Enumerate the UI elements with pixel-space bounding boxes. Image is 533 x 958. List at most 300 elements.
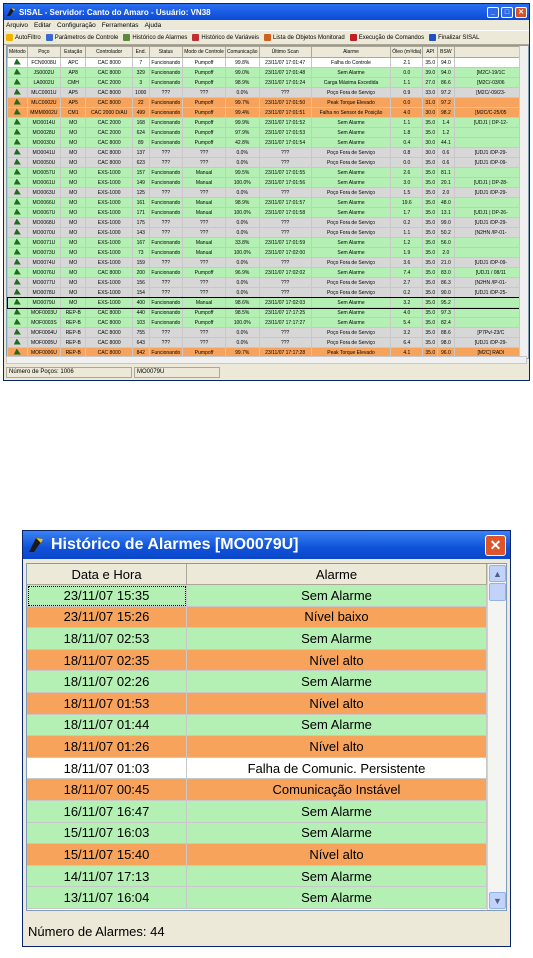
history-date: 23/11/07 15:35 [27, 585, 187, 607]
pump-icon [8, 198, 28, 208]
table-cell: 175 [132, 218, 149, 228]
menu-configuracao[interactable]: Configuração [57, 21, 96, 29]
minimize-button[interactable]: _ [487, 7, 499, 18]
table-cell: 3 [132, 78, 149, 88]
table-cell: 98.6% [225, 298, 259, 308]
table-cell: REP-B [61, 328, 86, 338]
table-cell: Poço Fora de Serviço [311, 188, 390, 198]
table-cell: 624 [132, 128, 149, 138]
table-cell: MO0071U [27, 238, 60, 248]
column-header[interactable]: Óleo (m³/dia) [391, 47, 423, 58]
table-cell: [UDJ1 / 08/11 [454, 268, 527, 278]
table-cell: 98.5% [225, 308, 259, 318]
history-date: 18/11/07 02:35 [27, 650, 187, 672]
scroll-up-icon[interactable]: ▲ [489, 565, 506, 582]
table-cell: 1.7 [391, 208, 423, 218]
table-cell: Peak Torque Elevado [311, 348, 390, 358]
pump-icon [8, 188, 28, 198]
table-cell: Sem Alarme [311, 198, 390, 208]
table-cell: 1.1 [391, 78, 423, 88]
table-cell: 35.0 [423, 248, 438, 258]
table-row[interactable] [8, 328, 528, 338]
pumpjack-icon [14, 59, 21, 65]
table-cell: MOF0003S [27, 318, 60, 328]
history-alarm: Sem Alarme [187, 628, 487, 650]
table-cell: 97.3 [438, 308, 455, 318]
table-row[interactable] [8, 118, 528, 128]
table-cell: 100.0% [225, 208, 259, 218]
table-cell: MLC0001U [27, 88, 60, 98]
table-cell: Funcionando [149, 178, 183, 188]
table-cell: 97.2 [438, 88, 455, 98]
maximize-button[interactable]: □ [501, 7, 513, 18]
table-cell [454, 168, 527, 178]
table-row[interactable] [8, 238, 528, 248]
table-cell: MO0074U [27, 258, 60, 268]
table-cell: 3.6 [391, 258, 423, 268]
history-row[interactable] [27, 671, 506, 693]
table-cell: Funcionando [149, 168, 183, 178]
table-cell: EXS-1000 [86, 178, 133, 188]
col-alarm-header[interactable]: Alarme [187, 564, 487, 585]
table-row[interactable] [8, 88, 528, 98]
column-header[interactable]: Controlador [86, 47, 133, 58]
history-row[interactable] [27, 607, 506, 629]
pumpjack-icon [14, 149, 21, 155]
table-cell: Poço Fora de Serviço [311, 288, 390, 298]
table-cell: EXS-1000 [86, 218, 133, 228]
table-cell: Pumpoff [183, 268, 226, 278]
table-cell: 0.8 [391, 148, 423, 158]
history-row[interactable] [27, 628, 506, 650]
history-vscroll[interactable] [487, 564, 506, 910]
execute-commands-button[interactable]: Execução de Comandos [350, 34, 424, 41]
history-date: 23/11/07 15:26 [27, 607, 187, 629]
table-cell: Pumpoff [183, 308, 226, 318]
table-cell: 89 [132, 138, 149, 148]
table-cell: 23/11/07 17:01:47 [259, 58, 311, 68]
history-row[interactable] [27, 866, 506, 888]
table-cell: 0.9 [391, 88, 423, 98]
table-cell: 1.1 [391, 118, 423, 128]
table-row[interactable] [8, 308, 528, 318]
table-cell: ??? [183, 278, 226, 288]
wells-grid[interactable] [6, 45, 529, 359]
table-cell: ??? [259, 158, 311, 168]
table-cell: Manual [183, 198, 226, 208]
table-cell: CAC 2000 [86, 78, 133, 88]
table-cell: 156 [132, 278, 149, 288]
history-row[interactable] [27, 887, 506, 909]
table-cell: Funcionando [149, 118, 183, 128]
table-cell: Manual [183, 298, 226, 308]
table-cell: Pumpoff [183, 318, 226, 328]
table-cell: ??? [259, 88, 311, 98]
table-cell: [N2HN /IP-01- [454, 278, 527, 288]
table-cell: JS0002U [27, 68, 60, 78]
table-cell: 23/11/07 17:02:02 [259, 268, 311, 278]
table-cell: 35.0 [423, 158, 438, 168]
table-row[interactable] [8, 318, 528, 328]
table-cell: EXS-1000 [86, 288, 133, 298]
pump-icon [8, 268, 28, 278]
table-cell: 30.0 [423, 138, 438, 148]
table-cell: Poço Fora de Serviço [311, 218, 390, 228]
monitored-objects-button[interactable]: Lista de Objetos Monitorad [264, 34, 345, 41]
table-cell: CAC 8000 [86, 308, 133, 318]
table-row[interactable] [8, 218, 528, 228]
table-cell: Funcionando [149, 198, 183, 208]
table-cell: Funcionando [149, 98, 183, 108]
table-row[interactable] [8, 298, 528, 308]
table-cell: REP-B [61, 338, 86, 348]
table-cell: 23/11/07 17:01:55 [259, 168, 311, 178]
pumpjack-icon [14, 269, 21, 275]
table-row[interactable] [8, 58, 528, 68]
scroll-thumb[interactable] [489, 583, 506, 601]
table-cell: MO [61, 298, 86, 308]
table-cell: 200 [132, 268, 149, 278]
variable-history-button[interactable]: Histórico de Variáveis [192, 34, 259, 41]
table-cell: 98.2 [438, 108, 455, 118]
table-row[interactable] [8, 98, 528, 108]
history-date: 15/11/07 16:03 [27, 823, 187, 845]
column-header[interactable]: Poço [27, 47, 60, 58]
menu-bar [4, 20, 529, 30]
table-cell: 82.4 [438, 318, 455, 328]
table-row[interactable] [8, 188, 528, 198]
history-row[interactable] [27, 650, 506, 672]
wells-vscroll[interactable] [519, 46, 528, 358]
pump-icon [8, 58, 28, 68]
table-cell: EXS-1000 [86, 278, 133, 288]
table-cell: CM1 [61, 108, 86, 118]
table-cell: ??? [259, 188, 311, 198]
table-cell: ??? [183, 88, 226, 98]
table-cell: ??? [183, 148, 226, 158]
wells-table [7, 46, 528, 358]
table-row[interactable] [8, 338, 528, 348]
table-cell: Sem Alarme [311, 208, 390, 218]
column-header[interactable]: Último Scan [259, 47, 311, 58]
pumpjack-icon [14, 169, 21, 175]
main-titlebar[interactable] [4, 4, 529, 20]
column-header[interactable]: End. [132, 47, 149, 58]
table-cell: MO0028U [27, 128, 60, 138]
table-row[interactable] [8, 208, 528, 218]
table-cell: ??? [149, 328, 183, 338]
alarm-history-grid[interactable] [26, 563, 507, 911]
table-cell: [M2C] RADI [454, 348, 527, 358]
table-cell: 329 [132, 68, 149, 78]
table-cell: CAC 8000 [86, 58, 133, 68]
table-cell: MO0057U [27, 168, 60, 178]
table-cell: MO [61, 158, 86, 168]
table-cell: 4.0 [391, 108, 423, 118]
table-cell: Funcionando [149, 208, 183, 218]
column-header[interactable]: BSW [438, 47, 455, 58]
table-cell: 22 [132, 98, 149, 108]
toolbar [4, 30, 529, 45]
table-cell: MO0078U [27, 288, 60, 298]
table-cell: 35.0 [423, 168, 438, 178]
table-cell: ??? [149, 188, 183, 198]
table-cell: 4.0 [391, 308, 423, 318]
history-row[interactable] [27, 693, 506, 715]
history-header-row [27, 564, 506, 585]
table-cell: 35.0 [423, 178, 438, 188]
table-cell: Manual [183, 208, 226, 218]
menu-arquivo[interactable]: Arquivo [6, 21, 29, 29]
pump-icon [8, 218, 28, 228]
history-row[interactable] [27, 715, 506, 737]
table-cell: 35.0 [423, 218, 438, 228]
table-cell: 755 [132, 328, 149, 338]
autofilter-button[interactable]: AutoFiltro [6, 34, 41, 41]
table-cell: MO0077U [27, 278, 60, 288]
table-cell: ??? [183, 338, 226, 348]
table-row[interactable] [8, 148, 528, 158]
command-icon [350, 34, 357, 41]
wells-hscroll[interactable] [6, 356, 527, 364]
table-cell: CAC 8000 [86, 348, 133, 358]
table-row[interactable] [8, 138, 528, 148]
table-cell: CAC 8000 [86, 148, 133, 158]
pump-icon [8, 298, 28, 308]
pumpjack-icon [14, 139, 21, 145]
column-header[interactable] [454, 47, 527, 58]
table-cell: Pumpoff [183, 348, 226, 358]
table-cell: 19.6 [391, 198, 423, 208]
history-alarm: Sem Alarme [187, 671, 487, 693]
pump-icon [8, 88, 28, 98]
table-cell: ??? [149, 258, 183, 268]
pumpjack-icon [14, 99, 21, 105]
history-alarm: Nível baixo [187, 607, 487, 629]
table-cell: Sem Alarme [311, 298, 390, 308]
table-cell: [UDJ1 | DP-28- [454, 178, 527, 188]
history-row[interactable] [27, 801, 506, 823]
history-date: 18/11/07 02:26 [27, 671, 187, 693]
table-cell: EXS-1000 [86, 208, 133, 218]
table-cell: 1.2 [438, 128, 455, 138]
history-row[interactable] [27, 844, 506, 866]
table-cell: 23/11/07 17:17:28 [259, 348, 311, 358]
table-cell [454, 318, 527, 328]
table-cell: 0.2 [391, 288, 423, 298]
table-cell: ??? [149, 218, 183, 228]
table-cell: Falha no Sensor de Posição [311, 108, 390, 118]
table-cell: 86.6 [438, 78, 455, 88]
table-row[interactable] [8, 278, 528, 288]
table-cell [454, 308, 527, 318]
table-cell: ??? [259, 278, 311, 288]
pump-icon [8, 78, 28, 88]
menu-ajuda[interactable]: Ajuda [144, 21, 162, 29]
table-cell: MMM0002U [27, 108, 60, 118]
table-cell: MO [61, 198, 86, 208]
table-row[interactable] [8, 68, 528, 78]
table-row[interactable] [8, 248, 528, 258]
table-cell: ??? [259, 288, 311, 298]
main-statusbar [6, 367, 527, 378]
pumpjack-icon [14, 209, 21, 215]
history-row[interactable] [27, 758, 506, 780]
pumpjack-icon [14, 219, 21, 225]
table-cell: 100.0% [225, 178, 259, 188]
table-row[interactable] [8, 78, 528, 88]
history-row[interactable] [27, 779, 506, 801]
history-date: 18/11/07 01:03 [27, 758, 187, 780]
table-cell: 35.0 [423, 258, 438, 268]
table-cell: MO [61, 138, 86, 148]
table-cell: 0.6 [438, 148, 455, 158]
table-cell: [UDJ1 /DP-29- [454, 188, 527, 198]
table-cell: 499 [132, 108, 149, 118]
table-row[interactable] [8, 168, 528, 178]
table-row[interactable] [8, 288, 528, 298]
table-cell: 23/11/07 17:01:58 [259, 208, 311, 218]
table-cell: LA0002U [27, 78, 60, 88]
history-close-button[interactable]: ✕ [485, 535, 506, 556]
control-params-button[interactable]: Parâmetros de Controle [46, 34, 119, 41]
table-cell: Funcionando [149, 248, 183, 258]
table-cell: REP-B [61, 348, 86, 358]
close-button[interactable]: ✕ [515, 7, 527, 18]
column-header[interactable]: Método [8, 47, 28, 58]
history-alarm: Nível alto [187, 650, 487, 672]
table-cell: MO [61, 228, 86, 238]
scroll-down-icon[interactable]: ▼ [489, 892, 506, 909]
table-cell: 0.6 [438, 158, 455, 168]
table-cell: 0.0% [225, 338, 259, 348]
table-cell: Pumpoff [183, 138, 226, 148]
history-alarm: Sem Alarme [187, 801, 487, 823]
table-cell: 400 [132, 298, 149, 308]
table-cell: EXS-1000 [86, 198, 133, 208]
table-cell: CAC 8000 [86, 138, 133, 148]
table-cell: 168 [132, 118, 149, 128]
table-cell: MLC0002U [27, 98, 60, 108]
table-row[interactable] [8, 258, 528, 268]
pumpjack-icon [14, 79, 21, 85]
column-header[interactable]: Modo de Controle [183, 47, 226, 58]
history-title: Histórico de Alarmes [MO0079U] [51, 536, 299, 553]
table-row[interactable] [8, 228, 528, 238]
history-date: 18/11/07 01:53 [27, 693, 187, 715]
pumpjack-icon [14, 249, 21, 255]
table-cell: EXS-1000 [86, 238, 133, 248]
table-cell: 90.0 [438, 288, 455, 298]
table-cell: 35.0 [423, 128, 438, 138]
table-cell: 23/11/07 17:01:54 [259, 138, 311, 148]
table-cell: ??? [259, 218, 311, 228]
history-alarm: Nível alto [187, 844, 487, 866]
table-cell: MO [61, 188, 86, 198]
column-header[interactable]: Estação [61, 47, 86, 58]
pumpjack-icon [14, 309, 21, 315]
table-cell: MO [61, 208, 86, 218]
table-row[interactable] [8, 198, 528, 208]
table-cell: FCN0008U [27, 58, 60, 68]
table-cell: 48.0 [438, 198, 455, 208]
history-alarm: Sem Alarme [187, 585, 487, 607]
pumpjack-icon [14, 159, 21, 165]
column-header[interactable]: Status [149, 47, 183, 58]
menu-editar[interactable]: Editar [34, 21, 52, 29]
table-cell: Pumpoff [183, 108, 226, 118]
table-cell: 0.0% [225, 328, 259, 338]
table-cell: Sem Alarme [311, 308, 390, 318]
history-date: 18/11/07 02:53 [27, 628, 187, 650]
history-row[interactable] [27, 736, 506, 758]
alarm-count: Número de Alarmes: 44 [28, 923, 165, 939]
pump-icon [8, 158, 28, 168]
table-cell: CAC 8000 [86, 318, 133, 328]
table-cell: EXS-1000 [86, 188, 133, 198]
history-row[interactable] [27, 823, 506, 845]
history-alarm: Nível alto [187, 736, 487, 758]
table-cell: 35.0 [423, 208, 438, 218]
filter-icon [6, 34, 13, 41]
table-row[interactable] [8, 128, 528, 138]
col-date-header[interactable]: Data e Hora [27, 564, 187, 585]
table-cell: Manual [183, 238, 226, 248]
table-cell [454, 98, 527, 108]
column-header[interactable]: API [423, 47, 438, 58]
table-cell: 39.0 [423, 68, 438, 78]
table-cell: MO0063U [27, 188, 60, 198]
table-cell: MO [61, 258, 86, 268]
table-cell: Sem Alarme [311, 178, 390, 188]
history-date: 18/11/07 00:45 [27, 779, 187, 801]
table-cell: MO [61, 148, 86, 158]
column-header[interactable]: Comunicação [225, 47, 259, 58]
column-header[interactable]: Alarme [311, 47, 390, 58]
table-cell: MOF0006U [27, 348, 60, 358]
alarm-history-button[interactable]: Histórico de Alarmes [123, 34, 187, 41]
table-cell: 23/11/07 17:01:57 [259, 198, 311, 208]
menu-ferramentas[interactable]: Ferramentas [101, 21, 139, 29]
table-row[interactable] [8, 268, 528, 278]
table-cell: 30.0 [423, 148, 438, 158]
table-cell: 23/11/07 17:17:25 [259, 308, 311, 318]
pump-icon [8, 338, 28, 348]
table-row[interactable] [8, 158, 528, 168]
table-cell: 98.0 [438, 338, 455, 348]
table-cell: CMH [61, 78, 86, 88]
table-cell: EXS-1000 [86, 298, 133, 308]
table-row[interactable] [8, 178, 528, 188]
finish-sisal-button[interactable]: Finalizar SISAL [429, 34, 479, 41]
table-cell: MOF0003U [27, 308, 60, 318]
table-cell: [UDJ1 /DP-29- [454, 148, 527, 158]
table-cell: 83.0 [438, 268, 455, 278]
table-cell: 1.5 [391, 188, 423, 198]
main-window [3, 3, 530, 381]
table-cell: 2.0 [438, 188, 455, 198]
table-cell: Funcionando [149, 108, 183, 118]
table-cell: 98.9% [225, 78, 259, 88]
history-titlebar[interactable] [23, 531, 510, 559]
table-row[interactable] [8, 108, 528, 118]
table-cell: 0.0% [225, 258, 259, 268]
table-cell: 94.0 [438, 68, 455, 78]
table-cell: 100.0% [225, 318, 259, 328]
table-cell: 88.6 [438, 328, 455, 338]
history-row[interactable] [27, 585, 506, 607]
pump-icon [8, 328, 28, 338]
